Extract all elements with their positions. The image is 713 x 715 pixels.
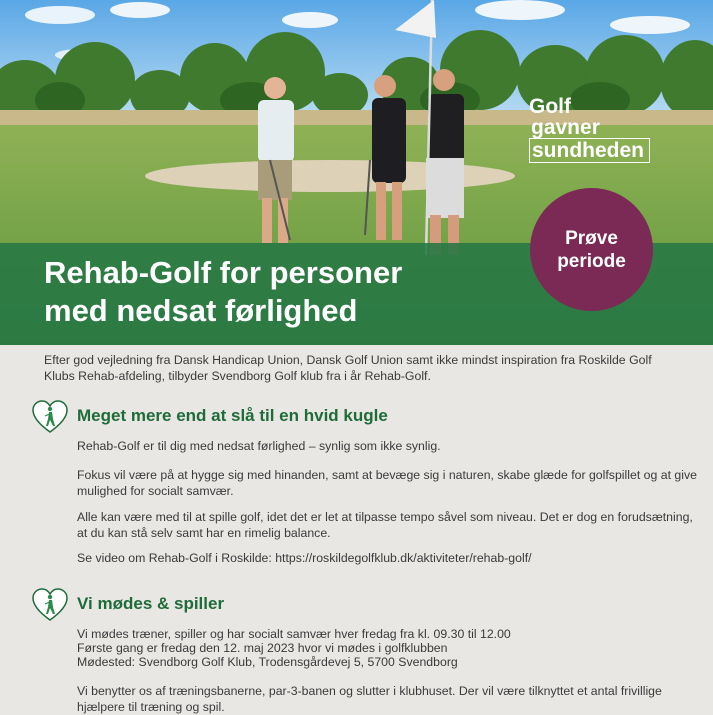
golf-gavner-sundheden-logo — [529, 96, 669, 163]
section1-video-link[interactable]: Se video om Rehab-Golf i Roskilde: https://roskildegolfklub.dk/aktiviteter/rehab-golf/ — [77, 551, 532, 565]
title-line-1: Rehab-Golf for personer — [44, 255, 403, 290]
section1-paragraph-1: Rehab-Golf er til dig med nedsat førlighed – synlig som ikke synlig. — [77, 439, 441, 453]
section2-line-2: Første gang er fredag den 12. maj 2023 hvor vi mødes i golfklubben — [77, 641, 448, 655]
logo-line-3: sundheden — [529, 138, 650, 163]
heart-golfer-icon — [32, 400, 68, 434]
section1-paragraph-3: Alle kan være med til at spille golf, idet det er let at tilpasse tempo såvel som niveau. Det er dog en forudsætning, at du kan stå selv samt har en rimelig balance. — [77, 510, 693, 540]
badge-line-1: Prøve — [565, 227, 618, 249]
section-title-2: Vi mødes & spiller — [77, 594, 225, 613]
trial-period-badge — [530, 188, 653, 311]
badge-line-2: periode — [557, 250, 626, 272]
hero-photo — [0, 0, 713, 345]
intro-paragraph: Efter god vejledning fra Dansk Handicap Union, Dansk Golf Union samt ikke mindst inspiration fra Roskilde Golf Klubs Rehab-afdeling, tilbyder Svendborg Golf klub fra i år Rehab-Golf. — [44, 353, 652, 383]
section1-paragraph-2: Fokus vil være på at hygge sig med hinanden, samt at bevæge sig i naturen, skabe glæde for golfspillet og at give mulighed for socialt samvær. — [77, 468, 697, 498]
section-title-1: Meget mere end at slå til en hvid kugle — [77, 406, 388, 425]
section2-paragraph-2: Vi benytter os af træningsbanerne, par-3-banen og slutter i klubhuset. Der vil være tilknyttet et antal frivillige hjælpere til træning og spil. — [77, 684, 662, 714]
section2-line-1: Vi mødes træner, spiller og har socialt samvær hver fredag fra kl. 09.30 til 12.00 — [77, 627, 511, 641]
logo-line-1: Golf — [529, 95, 571, 118]
logo-line-2: gavner — [531, 116, 600, 139]
section2-line-3: Mødested: Svendborg Golf Klub, Trodensgårdevej 5, 5700 Svendborg — [77, 655, 458, 669]
title-line-2: med nedsat førlighed — [44, 293, 358, 328]
heart-golfer-icon — [32, 588, 68, 622]
page-title — [44, 254, 514, 330]
